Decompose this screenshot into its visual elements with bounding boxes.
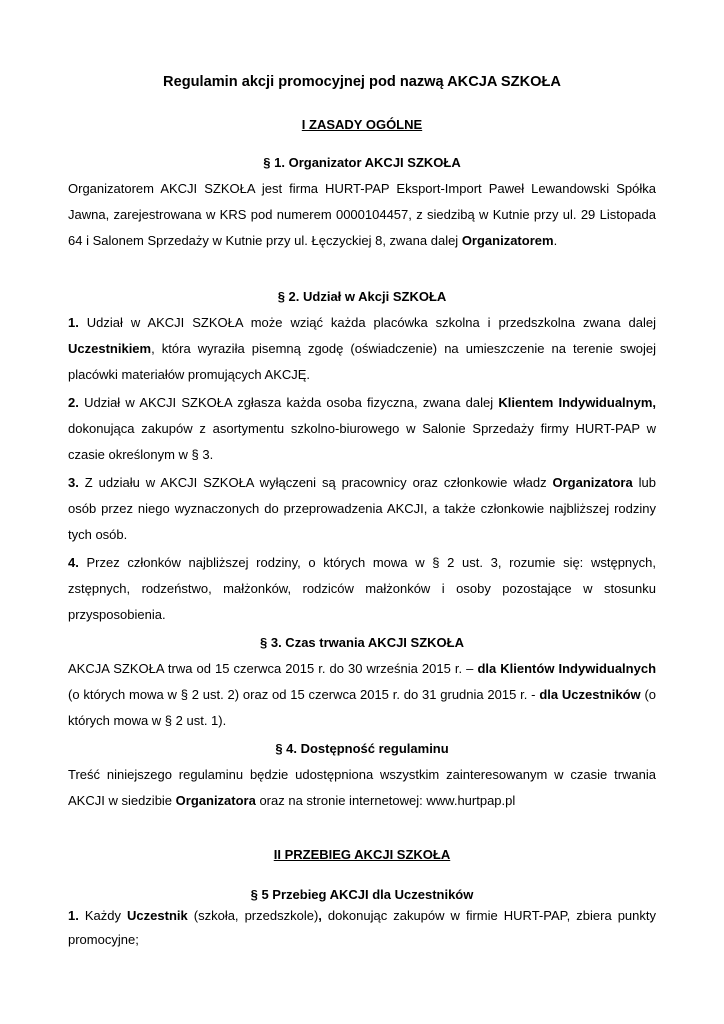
paragraph-duration-text: AKCJA SZKOŁA trwa od 15 czerwca 2015 r. do 30 września 2015 r. – dla Klientów Indywidualnych (o których mowa w § 2 ust. 2) oraz od 15 czerwca 2015 r. do 31 grudnia 2015 r. - dla Uczestników (o których mowa w § 2 ust. 1). (68, 661, 657, 728)
section-heading-general-rules: I ZASADY OGÓLNE (301, 117, 423, 132)
paragraph-heading-organizer: § 1. Organizator AKCJI SZKOŁA (263, 155, 461, 170)
paragraph-heading-course-participants: § 5 Przebieg AKCJI dla Uczestników (250, 887, 474, 902)
paragraph-organizer-text: Organizatorem AKCJI SZKOŁA jest firma HURT-PAP Eksport-Import Paweł Lewandowski Spółka Jawna, zarejestrowana w KRS pod numerem 0000104457, z siedzibą w Kutnie przy ul. 29 Listopada 64 i Salonem Sprzedaży w Kutnie przy ul. Łęczyckiej 8, zwana dalej Organizatorem. (68, 181, 656, 248)
participation-item-1: 1. Udział w AKCJI SZKOŁA może wziąć każda placówka szkolna i przedszkolna zwana dalej Uczestnikiem, która wyraziła pisemną zgodę (oświadczenie) na umieszczenie na terenie swojej placówki materiałów promujących AKCJĘ. (68, 315, 656, 382)
document-title: Regulamin akcji promocyjnej pod nazwą AKCJA SZKOŁA (163, 74, 561, 90)
section-heading-course: II PRZEBIEG AKCJI SZKOŁA (273, 847, 451, 862)
paragraph-availability-text: Treść niniejszego regulaminu będzie udostępniona wszystkim zainteresowanym w czasie trwania AKCJI w siedzibie Organizatora oraz na stronie internetowej: www.hurtpap.pl (68, 767, 656, 808)
course-participants-item-1: 1. Każdy Uczestnik (szkoła, przedszkole), dokonując zakupów w firmie HURT-PAP, zbiera punkty promocyjne; (68, 908, 656, 947)
paragraph-heading-availability: § 4. Dostępność regulaminu (275, 741, 449, 756)
participation-item-3: 3. Z udziału w AKCJI SZKOŁA wyłączeni są pracownicy oraz członkowie władz Organizatora lub osób przez niego wyznaczonych do przeprowadzenia AKCJI, a także członkowie najbliższej rodziny tych osób. (68, 475, 656, 542)
paragraph-heading-participation: § 2. Udział w Akcji SZKOŁA (277, 289, 447, 304)
paragraph-heading-duration: § 3. Czas trwania AKCJI SZKOŁA (260, 635, 464, 650)
document-page (68, 58, 656, 952)
participation-item-2: 2. Udział w AKCJI SZKOŁA zgłasza każda osoba fizyczna, zwana dalej Klientem Indywidualnym, dokonująca zakupów z asortymentu szkolno-biurowego w Salonie Sprzedaży firmy HURT-PAP w czasie określonym w § 3. (68, 395, 656, 462)
participation-item-4: 4. Przez członków najbliższej rodziny, o których mowa w § 2 ust. 3, rozumie się: wstępnych, zstępnych, rodzeństwo, małżonków, rodziców małżonków i osoby pozostające w stosunku przysposobienia. (68, 555, 656, 622)
